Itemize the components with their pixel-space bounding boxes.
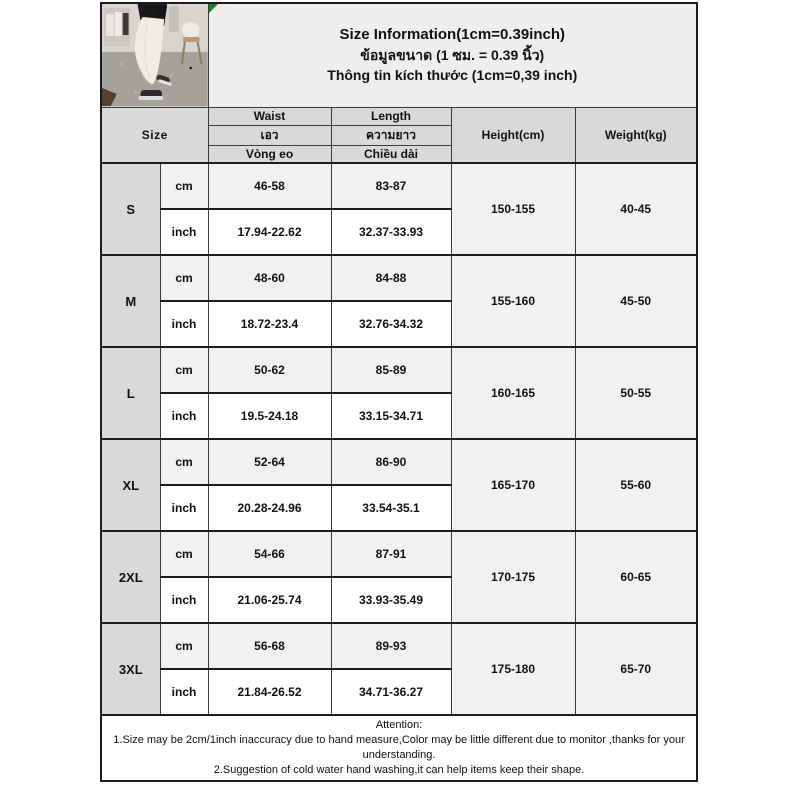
weight-value: 40-45: [575, 163, 697, 255]
waist-inch-value: 19.5-24.18: [208, 393, 331, 439]
row-l-cm: [101, 347, 697, 393]
length-header-th: ความยาว: [331, 125, 451, 145]
attention-note: [101, 715, 697, 781]
unit-cm-label: cm: [160, 255, 208, 301]
product-photo-image: [102, 4, 208, 106]
waist-header-en: Waist: [208, 107, 331, 125]
row-3xl-cm: [101, 623, 697, 669]
waist-header-th: เอว: [208, 125, 331, 145]
waist-cm-value: 54-66: [208, 531, 331, 577]
waist-inch-value: 18.72-23.4: [208, 301, 331, 347]
row-m-cm: [101, 255, 697, 301]
unit-inch-label: inch: [160, 669, 208, 715]
weight-value: 45-50: [575, 255, 697, 347]
row-2xl-cm: [101, 531, 697, 577]
size-value: M: [101, 255, 160, 347]
row-xl-cm: [101, 439, 697, 485]
weight-value: 65-70: [575, 623, 697, 715]
title-english: Size Information(1cm=0.39inch): [339, 26, 565, 44]
length-cm-value: 89-93: [331, 623, 451, 669]
waist-header-vi: Vòng eo: [208, 145, 331, 163]
weight-value: 50-55: [575, 347, 697, 439]
waist-inch-value: 20.28-24.96: [208, 485, 331, 531]
row-s-cm: [101, 163, 697, 209]
length-cm-value: 86-90: [331, 439, 451, 485]
title-thai: ข้อมูลขนาด (1 ซม. = 0.39 นิ้ว): [360, 47, 545, 64]
size-chart-sheet: [100, 2, 696, 782]
attention-line-2: 2.Suggestion of cold water hand washing,it can help items keep their shape.: [213, 764, 585, 776]
corner-flag-icon: [209, 4, 218, 13]
unit-cm-label: cm: [160, 439, 208, 485]
unit-inch-label: inch: [160, 577, 208, 623]
length-cm-value: 83-87: [331, 163, 451, 209]
length-inch-value: 33.15-34.71: [331, 393, 451, 439]
size-information-header: [208, 3, 697, 107]
size-value: XL: [101, 439, 160, 531]
size-chart-table: [100, 2, 698, 782]
height-value: 160-165: [451, 347, 575, 439]
height-value: 155-160: [451, 255, 575, 347]
length-header-en: Length: [331, 107, 451, 125]
unit-cm-label: cm: [160, 347, 208, 393]
size-value: S: [101, 163, 160, 255]
unit-inch-label: inch: [160, 209, 208, 255]
height-value: 170-175: [451, 531, 575, 623]
height-value: 150-155: [451, 163, 575, 255]
length-inch-value: 33.54-35.1: [331, 485, 451, 531]
unit-cm-label: cm: [160, 531, 208, 577]
product-photo-cell: [101, 3, 208, 107]
title-row: [101, 3, 697, 107]
waist-inch-value: 17.94-22.62: [208, 209, 331, 255]
height-value: 165-170: [451, 439, 575, 531]
column-header-row-en: [101, 107, 697, 125]
unit-inch-label: inch: [160, 393, 208, 439]
waist-inch-value: 21.06-25.74: [208, 577, 331, 623]
waist-cm-value: 56-68: [208, 623, 331, 669]
waist-cm-value: 48-60: [208, 255, 331, 301]
height-column-header: Height(cm): [451, 107, 575, 163]
attention-line-1: 1.Size may be 2cm/1inch inaccuracy due to hand measure,Color may be little different due to monitor ,thanks for your understanding.: [113, 734, 685, 761]
waist-cm-value: 50-62: [208, 347, 331, 393]
title-vietnamese: Thông tin kích thước (1cm=0,39 inch): [327, 67, 578, 84]
size-column-header: Size: [101, 107, 208, 163]
size-value: L: [101, 347, 160, 439]
unit-cm-label: cm: [160, 163, 208, 209]
length-cm-value: 85-89: [331, 347, 451, 393]
length-inch-value: 33.93-35.49: [331, 577, 451, 623]
length-inch-value: 34.71-36.27: [331, 669, 451, 715]
length-cm-value: 87-91: [331, 531, 451, 577]
weight-value: 60-65: [575, 531, 697, 623]
size-value: 2XL: [101, 531, 160, 623]
weight-value: 55-60: [575, 439, 697, 531]
unit-inch-label: inch: [160, 485, 208, 531]
unit-inch-label: inch: [160, 301, 208, 347]
waist-cm-value: 46-58: [208, 163, 331, 209]
length-header-vi: Chiều dài: [331, 145, 451, 163]
length-cm-value: 84-88: [331, 255, 451, 301]
length-inch-value: 32.76-34.32: [331, 301, 451, 347]
weight-column-header: Weight(kg): [575, 107, 697, 163]
unit-cm-label: cm: [160, 623, 208, 669]
size-value: 3XL: [101, 623, 160, 715]
height-value: 175-180: [451, 623, 575, 715]
length-inch-value: 32.37-33.93: [331, 209, 451, 255]
waist-inch-value: 21.84-26.52: [208, 669, 331, 715]
waist-cm-value: 52-64: [208, 439, 331, 485]
attention-title: Attention:: [375, 719, 423, 731]
attention-row: [101, 715, 697, 781]
